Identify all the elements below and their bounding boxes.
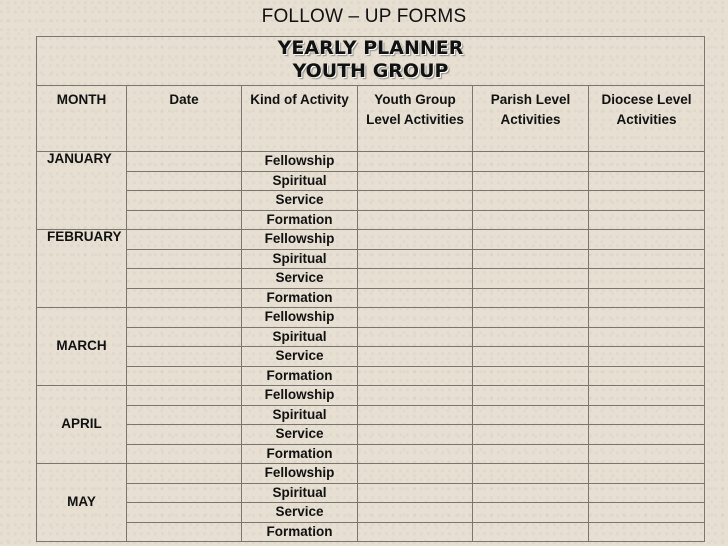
date-cell bbox=[127, 308, 242, 328]
table-row bbox=[37, 288, 705, 308]
table-row bbox=[37, 269, 705, 289]
diocese-activity-cell bbox=[589, 425, 705, 445]
table-row bbox=[37, 230, 705, 250]
header-date: Date bbox=[127, 86, 242, 152]
activity-kind-cell: Service bbox=[242, 503, 358, 523]
yearly-planner-table bbox=[36, 36, 705, 542]
youth-activity-cell bbox=[358, 347, 473, 367]
diocese-activity-cell bbox=[589, 522, 705, 542]
activity-kind-cell: Spiritual bbox=[242, 327, 358, 347]
month-cell: FEBRUARY bbox=[37, 230, 127, 308]
diocese-activity-cell bbox=[589, 405, 705, 425]
activity-kind-cell: Fellowship bbox=[242, 386, 358, 406]
youth-activity-cell bbox=[358, 249, 473, 269]
youth-activity-cell bbox=[358, 327, 473, 347]
diocese-activity-cell bbox=[589, 444, 705, 464]
parish-activity-cell bbox=[473, 366, 589, 386]
month-cell: MAY bbox=[37, 464, 127, 542]
youth-activity-cell bbox=[358, 522, 473, 542]
table-row bbox=[37, 522, 705, 542]
activity-kind-cell: Formation bbox=[242, 288, 358, 308]
table-row bbox=[37, 503, 705, 523]
youth-activity-cell bbox=[358, 269, 473, 289]
youth-activity-cell bbox=[358, 503, 473, 523]
date-cell bbox=[127, 269, 242, 289]
diocese-activity-cell bbox=[589, 230, 705, 250]
parish-activity-cell bbox=[473, 522, 589, 542]
diocese-activity-cell bbox=[589, 386, 705, 406]
diocese-activity-cell bbox=[589, 366, 705, 386]
youth-activity-cell bbox=[358, 230, 473, 250]
table-row bbox=[37, 386, 705, 406]
date-cell bbox=[127, 522, 242, 542]
header-parish: Parish Level Activities bbox=[473, 86, 589, 152]
parish-activity-cell bbox=[473, 464, 589, 484]
activity-kind-cell: Spiritual bbox=[242, 405, 358, 425]
date-cell bbox=[127, 483, 242, 503]
date-cell bbox=[127, 464, 242, 484]
activity-kind-cell: Formation bbox=[242, 444, 358, 464]
date-cell bbox=[127, 191, 242, 211]
youth-activity-cell bbox=[358, 425, 473, 445]
title-line-2: YOUTH GROUP bbox=[292, 60, 449, 82]
date-cell bbox=[127, 210, 242, 230]
youth-activity-cell bbox=[358, 191, 473, 211]
table-row bbox=[37, 347, 705, 367]
youth-activity-cell bbox=[358, 288, 473, 308]
date-cell bbox=[127, 288, 242, 308]
table-row bbox=[37, 152, 705, 172]
header-month: MONTH bbox=[37, 86, 127, 152]
parish-activity-cell bbox=[473, 171, 589, 191]
header-diocese: Diocese Level Activities bbox=[589, 86, 705, 152]
parish-activity-cell bbox=[473, 444, 589, 464]
table-row bbox=[37, 425, 705, 445]
youth-activity-cell bbox=[358, 444, 473, 464]
table-row bbox=[37, 327, 705, 347]
activity-kind-cell: Service bbox=[242, 347, 358, 367]
page-heading: FOLLOW – UP FORMS bbox=[261, 6, 467, 27]
youth-activity-cell bbox=[358, 483, 473, 503]
parish-activity-cell bbox=[473, 288, 589, 308]
month-cell: APRIL bbox=[37, 386, 127, 464]
parish-activity-cell bbox=[473, 483, 589, 503]
youth-activity-cell bbox=[358, 152, 473, 172]
activity-kind-cell: Formation bbox=[242, 366, 358, 386]
diocese-activity-cell bbox=[589, 464, 705, 484]
activity-kind-cell: Fellowship bbox=[242, 152, 358, 172]
activity-kind-cell: Service bbox=[242, 269, 358, 289]
diocese-activity-cell bbox=[589, 269, 705, 289]
activity-kind-cell: Spiritual bbox=[242, 483, 358, 503]
table-row bbox=[37, 483, 705, 503]
parish-activity-cell bbox=[473, 210, 589, 230]
date-cell bbox=[127, 503, 242, 523]
diocese-activity-cell bbox=[589, 308, 705, 328]
table-row bbox=[37, 444, 705, 464]
youth-activity-cell bbox=[358, 386, 473, 406]
table-row bbox=[37, 308, 705, 328]
diocese-activity-cell bbox=[589, 483, 705, 503]
date-cell bbox=[127, 152, 242, 172]
parish-activity-cell bbox=[473, 152, 589, 172]
parish-activity-cell bbox=[473, 386, 589, 406]
youth-activity-cell bbox=[358, 308, 473, 328]
activity-kind-cell: Spiritual bbox=[242, 249, 358, 269]
date-cell bbox=[127, 444, 242, 464]
youth-activity-cell bbox=[358, 171, 473, 191]
table-row bbox=[37, 405, 705, 425]
title-line-1: YEARLY PLANNER bbox=[277, 37, 464, 59]
table-row bbox=[37, 464, 705, 484]
date-cell bbox=[127, 171, 242, 191]
table-row bbox=[37, 171, 705, 191]
date-cell bbox=[127, 366, 242, 386]
activity-kind-cell: Fellowship bbox=[242, 230, 358, 250]
parish-activity-cell bbox=[473, 327, 589, 347]
table-row bbox=[37, 210, 705, 230]
diocese-activity-cell bbox=[589, 152, 705, 172]
diocese-activity-cell bbox=[589, 191, 705, 211]
parish-activity-cell bbox=[473, 269, 589, 289]
activity-kind-cell: Spiritual bbox=[242, 171, 358, 191]
title-row bbox=[37, 37, 705, 86]
youth-activity-cell bbox=[358, 464, 473, 484]
parish-activity-cell bbox=[473, 308, 589, 328]
diocese-activity-cell bbox=[589, 503, 705, 523]
parish-activity-cell bbox=[473, 503, 589, 523]
header-kind: Kind of Activity bbox=[242, 86, 358, 152]
parish-activity-cell bbox=[473, 405, 589, 425]
activity-kind-cell: Formation bbox=[242, 522, 358, 542]
date-cell bbox=[127, 347, 242, 367]
diocese-activity-cell bbox=[589, 210, 705, 230]
date-cell bbox=[127, 405, 242, 425]
activity-kind-cell: Fellowship bbox=[242, 464, 358, 484]
table-row bbox=[37, 191, 705, 211]
activity-kind-cell: Service bbox=[242, 191, 358, 211]
youth-activity-cell bbox=[358, 405, 473, 425]
youth-activity-cell bbox=[358, 210, 473, 230]
month-cell: MARCH bbox=[37, 308, 127, 386]
table-row bbox=[37, 366, 705, 386]
diocese-activity-cell bbox=[589, 249, 705, 269]
activity-kind-cell: Formation bbox=[242, 210, 358, 230]
diocese-activity-cell bbox=[589, 171, 705, 191]
activity-kind-cell: Fellowship bbox=[242, 308, 358, 328]
table-row bbox=[37, 249, 705, 269]
parish-activity-cell bbox=[473, 230, 589, 250]
parish-activity-cell bbox=[473, 249, 589, 269]
parish-activity-cell bbox=[473, 191, 589, 211]
parish-activity-cell bbox=[473, 347, 589, 367]
date-cell bbox=[127, 425, 242, 445]
diocese-activity-cell bbox=[589, 327, 705, 347]
planner-title bbox=[37, 37, 705, 86]
date-cell bbox=[127, 230, 242, 250]
parish-activity-cell bbox=[473, 425, 589, 445]
header-row bbox=[37, 86, 705, 152]
activity-kind-cell: Service bbox=[242, 425, 358, 445]
diocese-activity-cell bbox=[589, 347, 705, 367]
date-cell bbox=[127, 249, 242, 269]
header-youth: Youth Group Level Activities bbox=[358, 86, 473, 152]
diocese-activity-cell bbox=[589, 288, 705, 308]
date-cell bbox=[127, 327, 242, 347]
date-cell bbox=[127, 386, 242, 406]
youth-activity-cell bbox=[358, 366, 473, 386]
month-cell: JANUARY bbox=[37, 152, 127, 230]
